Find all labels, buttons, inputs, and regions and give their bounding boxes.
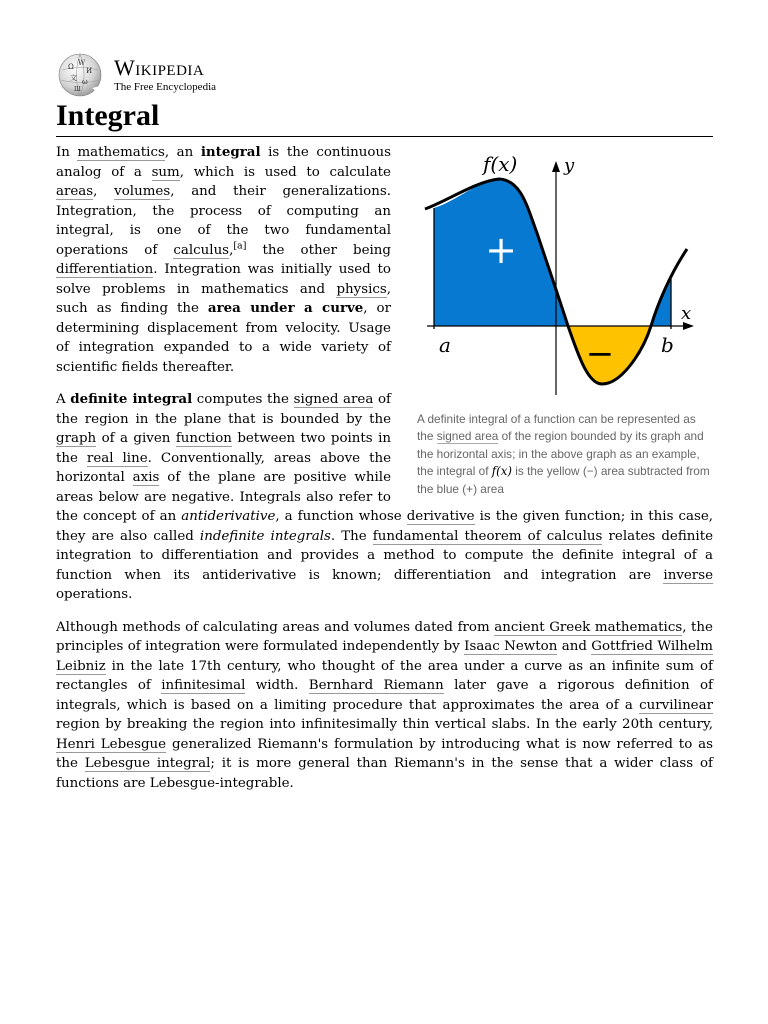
globe-glyph: Ш bbox=[74, 86, 81, 93]
text-run: , and their generalizations. Integration, the process of computing an integral, is one of the two fundamental operations of bbox=[56, 184, 391, 258]
text-run: region by breaking the region into infinitesimally thin vertical slabs. In the early 20th century, bbox=[56, 717, 713, 732]
globe-glyph: И bbox=[86, 67, 93, 75]
text-run: and bbox=[557, 639, 592, 654]
text-run: In bbox=[56, 145, 78, 160]
page-title: Integral bbox=[56, 99, 713, 137]
text-run: , bbox=[229, 242, 234, 258]
henri-lebesgue-link[interactable]: Henri Lebesgue bbox=[56, 736, 167, 752]
bold-term: definite integral bbox=[70, 391, 193, 407]
axis-link[interactable]: axis bbox=[132, 470, 160, 485]
text-run: is the given function; in this case, they are also called bbox=[56, 509, 713, 544]
text-run: Although methods of calculating areas and volumes dated from bbox=[56, 619, 495, 635]
caption-text: is the yellow (−) area subtracted from the blue (+) area bbox=[417, 464, 710, 496]
isaac-newton-link[interactable]: Isaac Newton bbox=[464, 639, 558, 654]
text-run: relates definite integration to differentiation and provides a method to compute the definite integral of a function when its antiderivative is known; differentiation and integration are bbox=[56, 528, 714, 583]
function-link[interactable]: function bbox=[175, 431, 232, 446]
text-run: of the region in the plane that is bounded by the bbox=[56, 392, 391, 427]
mathematics-link[interactable]: mathematics bbox=[77, 145, 165, 160]
text-run: the other being bbox=[246, 242, 391, 258]
text-run: of the plane are positive while areas below are negative. Integrals also refer to the concept of an bbox=[56, 470, 391, 524]
puzzle-globe-icon[interactable] bbox=[56, 52, 106, 98]
text-run: computes the bbox=[192, 392, 294, 407]
italic-term: indefinite integrals bbox=[199, 528, 331, 544]
figure-caption bbox=[417, 411, 713, 498]
minus-sign: − bbox=[585, 334, 615, 374]
signed-area-link[interactable]: signed area bbox=[293, 392, 374, 407]
text-run: , bbox=[93, 184, 115, 199]
text-run: operations. bbox=[56, 587, 133, 602]
footnote-ref[interactable]: [a] bbox=[233, 240, 247, 252]
article-body bbox=[56, 143, 713, 793]
text-run: , which is used to calculate bbox=[179, 164, 391, 180]
caption-text: A definite integral of a function can be represented as the bbox=[417, 412, 696, 444]
sum-link[interactable]: sum bbox=[151, 164, 180, 180]
text-run: later gave a rigorous definition of integrals, which is based on a limiting procedure that approximates the area of a bbox=[56, 678, 713, 713]
text-run: , such as finding the bbox=[56, 281, 391, 316]
globe-glyph: W bbox=[78, 59, 86, 67]
real-line-link[interactable]: real line bbox=[86, 450, 148, 466]
site-wordmark[interactable] bbox=[114, 57, 216, 93]
text-run: width. bbox=[245, 678, 309, 693]
text-run: generalized Riemann's formulation by introducing what is now referred to as the bbox=[56, 736, 713, 771]
site-tagline: The Free Encyclopedia bbox=[114, 81, 217, 93]
text-run: , an bbox=[164, 145, 201, 160]
text-run: , a function whose bbox=[275, 509, 407, 524]
text-run: between two points in the bbox=[56, 431, 391, 466]
text-run: in the late 17th century, who thought of the area under a curve as an infinite sum of rectangles of bbox=[56, 658, 713, 693]
areas-link[interactable]: areas bbox=[56, 184, 94, 199]
text-run: . The bbox=[330, 528, 373, 544]
leibniz-link[interactable]: Gottfried Wilhelm Leibniz bbox=[56, 639, 713, 674]
italic-term: antiderivative bbox=[181, 509, 276, 524]
bold-term: area under a curve bbox=[207, 300, 364, 316]
fx-label: f(x) bbox=[483, 152, 518, 176]
text-run: . Integration was initially used to solve problems in mathematics and bbox=[56, 262, 391, 297]
y-axis-arrow bbox=[552, 161, 560, 172]
article-page bbox=[56, 52, 713, 806]
globe-glyph: ω bbox=[82, 78, 88, 86]
history-paragraph bbox=[56, 618, 713, 794]
bernhard-riemann-link[interactable]: Bernhard Riemann bbox=[308, 678, 444, 693]
infinitesimal-link[interactable]: infinitesimal bbox=[161, 678, 246, 693]
integral-area-diagram[interactable] bbox=[417, 151, 713, 401]
text-run: ; it is more general than Riemann's in the sense that a wider class of functions are Lebesgue-integrable. bbox=[56, 756, 714, 791]
text-run: A bbox=[56, 392, 71, 407]
graph-link[interactable]: graph bbox=[56, 431, 97, 446]
site-header[interactable] bbox=[56, 52, 713, 98]
caption-formula: f(x) bbox=[491, 464, 512, 479]
text-run: . Conventionally, areas above the horizontal bbox=[56, 450, 392, 485]
a-label: a bbox=[439, 333, 451, 357]
y-axis-label: y bbox=[564, 155, 575, 176]
infobox-figure bbox=[417, 151, 713, 498]
signed-area-link[interactable]: signed area bbox=[436, 429, 499, 444]
differentiation-link[interactable]: differentiation bbox=[56, 262, 154, 277]
caption-text: of the region bounded by its graph and the horizontal axis; in the above graph as an example, the integral of bbox=[417, 429, 704, 479]
site-name: Wikipedia bbox=[114, 55, 205, 80]
globe-glyph: Ω bbox=[68, 63, 74, 71]
ancient-greek-mathematics-link[interactable]: ancient Greek mathematics bbox=[494, 619, 683, 635]
text-run: , or determining displacement from velocity. Usage of integration expanded to a wide variety of scientific fields thereafter. bbox=[56, 301, 391, 375]
curvilinear-link[interactable]: curvilinear bbox=[639, 697, 713, 713]
x-axis-label: x bbox=[681, 303, 692, 324]
text-run: of a given bbox=[96, 431, 176, 446]
text-run: is the continuous analog of a bbox=[56, 145, 391, 180]
lebesgue-integral-link[interactable]: Lebesgue integral bbox=[84, 756, 211, 771]
derivative-link[interactable]: derivative bbox=[406, 509, 475, 524]
text-run: , the principles of integration were formulated independently by bbox=[56, 619, 713, 654]
volumes-link[interactable]: volumes bbox=[114, 184, 171, 199]
calculus-link[interactable]: calculus bbox=[173, 242, 230, 258]
fundamental-theorem-link[interactable]: fundamental theorem of calculus bbox=[372, 528, 603, 544]
bold-term: integral bbox=[200, 144, 261, 160]
globe-glyph: 文 bbox=[70, 74, 77, 82]
plus-sign: + bbox=[485, 228, 517, 272]
physics-link[interactable]: physics bbox=[336, 281, 387, 297]
inverse-link[interactable]: inverse bbox=[663, 567, 713, 583]
b-label: b bbox=[661, 333, 674, 357]
